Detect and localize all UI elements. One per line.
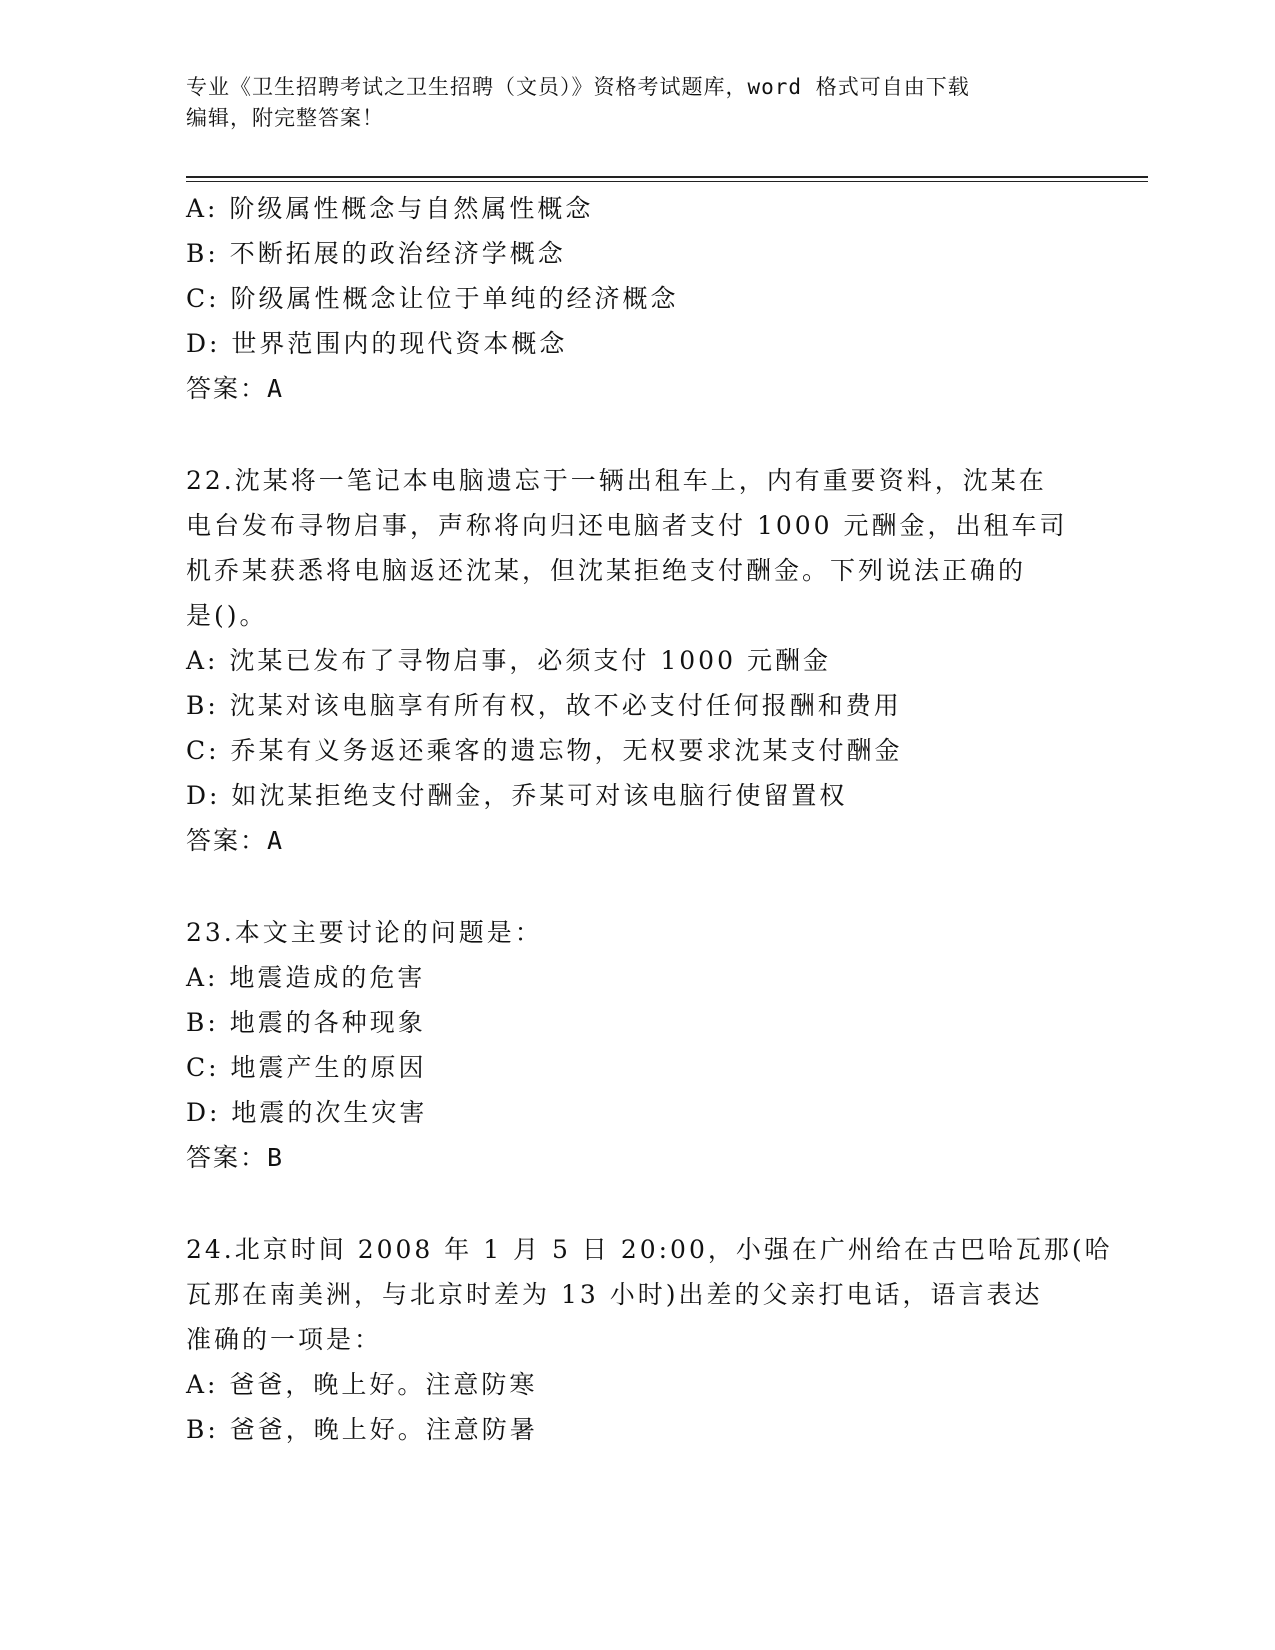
- option-d: D: 世界范围内的现代资本概念: [186, 329, 568, 358]
- option-b: B: 沈某对该电脑享有所有权，故不必支付任何报酬和费用: [186, 691, 902, 720]
- header-divider: [186, 176, 1148, 182]
- question-text-line: 23.本文主要讨论的问题是：: [186, 918, 543, 947]
- header-line-2: 编辑，附完整答案！: [186, 106, 384, 130]
- option-d: D: 地震的次生灾害: [186, 1098, 428, 1127]
- answer-value: B: [267, 1143, 285, 1172]
- question-21: [186, 186, 1086, 411]
- option-b: B: 爸爸，晚上好。注意防暑: [186, 1415, 538, 1444]
- question-text-line: 准确的一项是：: [186, 1325, 383, 1354]
- question-text-line: 22.沈某将一笔记本电脑遗忘于一辆出租车上，内有重要资料，沈某在: [186, 466, 1047, 495]
- option-c: C: 乔某有义务返还乘客的遗忘物，无权要求沈某支付酬金: [186, 736, 903, 765]
- question-23: [186, 910, 1086, 1180]
- question-text-line: 24.北京时间 2008 年 1 月 5 日 20:00，小强在广州给在古巴哈瓦那(哈: [186, 1235, 1113, 1264]
- answer-label: 答案：: [186, 826, 268, 855]
- answer-line: [186, 1135, 1086, 1180]
- question-text-line: 是()。: [186, 601, 268, 630]
- option-a: A: 阶级属性概念与自然属性概念: [186, 194, 594, 223]
- option-a: A: 地震造成的危害: [186, 963, 426, 992]
- option-a: A: 沈某已发布了寻物启事，必须支付 1000 元酬金: [186, 646, 831, 675]
- option-a: A: 爸爸，晚上好。注意防寒: [186, 1370, 538, 1399]
- question-22: [186, 458, 1086, 863]
- answer-value: A: [267, 826, 285, 855]
- answer-label: 答案：: [186, 374, 268, 403]
- option-b: B: 不断拓展的政治经济学概念: [186, 239, 566, 268]
- header-line-1: 专业《卫生招聘考试之卫生招聘（文员）》资格考试题库，word 格式可自由下载: [186, 75, 970, 99]
- answer-value: A: [267, 374, 285, 403]
- option-d: D: 如沈某拒绝支付酬金，乔某可对该电脑行使留置权: [186, 781, 848, 810]
- question-24: [186, 1227, 1113, 1452]
- question-list: [186, 186, 1113, 1452]
- answer-label: 答案：: [186, 1143, 268, 1172]
- option-c: C: 阶级属性概念让位于单纯的经济概念: [186, 284, 679, 313]
- answer-line: [186, 366, 1086, 411]
- question-text-line: 瓦那在南美洲，与北京时差为 13 小时)出差的父亲打电话，语言表达: [186, 1280, 1043, 1309]
- document-header: [186, 72, 1086, 134]
- question-text-line: 电台发布寻物启事，声称将向归还电脑者支付 1000 元酬金，出租车司: [186, 511, 1068, 540]
- answer-line: [186, 818, 1086, 863]
- question-text-line: 机乔某获悉将电脑返还沈某，但沈某拒绝支付酬金。下列说法正确的: [186, 556, 1027, 585]
- option-b: B: 地震的各种现象: [186, 1008, 426, 1037]
- option-c: C: 地震产生的原因: [186, 1053, 427, 1082]
